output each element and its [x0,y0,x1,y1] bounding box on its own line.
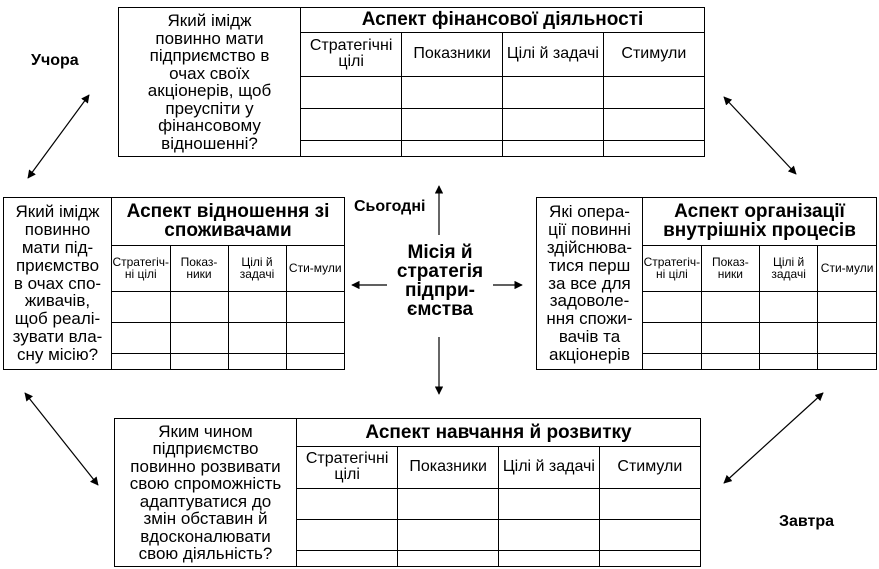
table-cell [301,108,402,140]
question-line: ння спожи- [546,309,633,329]
table-cell [301,140,402,156]
table-cell [499,550,600,566]
question-line: повинно розвивати [130,456,281,476]
col-indicators: Показники [402,32,503,76]
table-cell [643,322,701,353]
table-cell [286,291,344,322]
table-cell [818,291,876,322]
learning-table [297,419,700,566]
col-strategic-goals: Стратегічні цілі [297,446,398,488]
table-cell [701,322,759,353]
arrow-finance-internal [724,97,796,174]
table-cell [760,291,818,322]
question-line: мати під- [21,238,94,257]
question-line: відношенні? [161,133,258,153]
table-cell [503,76,604,108]
col-indicators: Показ-ники [701,245,759,291]
table-cell [297,488,398,519]
table-cell [599,488,700,519]
arrow-finance-customer [28,95,89,178]
table-cell [643,291,701,322]
table-cell [402,108,503,140]
question-line: Яким чином [158,421,253,441]
arrow-customer-learning [25,393,98,485]
learning-question [115,419,297,566]
col-strategic-goals: Стратегічні цілі [301,32,402,76]
table-cell [603,108,704,140]
table-cell [760,353,818,369]
question-line: акціонерів [549,344,630,364]
internal-table [643,198,876,369]
table-cell [603,140,704,156]
col-incentives: Стимули [603,32,704,76]
center-line: підпри- [405,280,475,301]
table-cell [228,353,286,369]
internal-aspect-block [536,197,877,370]
table-cell [818,353,876,369]
col-incentives: Сти-мули [818,245,876,291]
table-cell [503,140,604,156]
question-line: щоб реалі- [14,309,101,329]
question-line: адаптуватися до [139,491,272,511]
learning-aspect-block [114,418,701,567]
center-line: ємства [406,299,474,320]
question-line: повинно мати [155,28,264,48]
col-incentives: Сти-мули [286,245,344,291]
question-line: свою спроможність [129,474,282,493]
table-cell [499,488,600,519]
question-line: зувати вла- [12,326,103,346]
table-cell [398,519,499,550]
table-cell [228,322,286,353]
table-cell [398,488,499,519]
label-today: Сьогодні [354,198,426,215]
finance-question [119,8,301,156]
table-cell [112,291,170,322]
question-line: за все для [548,273,631,293]
learning-title: Аспект навчання й розвитку [297,419,700,446]
center-line: Місія й [407,242,473,263]
question-line: здійснюва- [546,238,633,257]
question-line: повинно [24,220,91,240]
question-line: змін обставин й [143,509,268,528]
finance-table [301,8,704,156]
table-cell [701,291,759,322]
table-cell [599,550,700,566]
internal-title: Аспект організації внутрішніх процесів [643,198,876,245]
label-yesterday: Учора [31,52,79,69]
question-line: преуспіти у [165,98,254,118]
center-line: стратегія [396,261,484,282]
table-cell [603,76,704,108]
table-cell [112,353,170,369]
table-cell [297,550,398,566]
question-line: живачів, [24,291,91,311]
question-line: Який імідж [15,202,100,222]
question-line: тися перш [548,255,631,275]
table-cell [643,353,701,369]
question-line: Який імідж [167,11,252,30]
col-indicators: Показ-ники [170,245,228,291]
table-cell [286,353,344,369]
col-indicators: Показники [398,446,499,488]
table-cell [398,550,499,566]
question-line: акціонерів, щоб [147,81,272,100]
question-line: Які опера- [549,202,630,222]
question-line: вачів та [558,326,621,346]
finance-title: Аспект фінансової діяльності [301,8,704,32]
arrow-internal-learning [724,393,823,483]
internal-question [537,198,643,369]
label-tomorrow: Завтра [779,513,835,530]
question-line: вдосконалювати [140,526,271,546]
question-line: сну місію? [16,344,99,364]
col-incentives: Стимули [599,446,700,488]
table-cell [402,140,503,156]
question-line: свою діяльність? [138,544,273,563]
question-line: в очах спо- [13,273,102,293]
col-strategic-goals: Стратегіч-ні цілі [112,245,170,291]
finance-aspect-block [118,7,705,157]
col-strategic-goals: Стратегіч-ні цілі [643,245,701,291]
customer-question [4,198,112,369]
table-cell [503,108,604,140]
customer-table [112,198,344,369]
question-line: приємство [15,255,100,275]
table-cell [297,519,398,550]
table-cell [170,291,228,322]
question-line: ції повинні [548,220,631,240]
mission-strategy [385,243,495,319]
table-cell [112,322,170,353]
table-cell [701,353,759,369]
customer-title: Аспект відношення зі споживачами [112,198,344,245]
table-cell [170,322,228,353]
table-cell [286,322,344,353]
question-line: підприємство [152,439,259,458]
col-goals-tasks: Цілі й задачі [499,446,600,488]
table-cell [599,519,700,550]
question-line: фінансовому [158,116,261,135]
question-line: задоволе- [549,291,630,311]
table-cell [402,76,503,108]
table-cell [499,519,600,550]
table-cell [760,322,818,353]
col-goals-tasks: Цілі й задачі [760,245,818,291]
table-cell [818,322,876,353]
question-line: очах своїх [169,63,250,83]
col-goals-tasks: Цілі й задачі [503,32,604,76]
col-goals-tasks: Цілі й задачі [228,245,286,291]
question-line: підприємство в [149,46,270,65]
table-cell [301,76,402,108]
customer-aspect-block [3,197,345,370]
table-cell [228,291,286,322]
table-cell [170,353,228,369]
